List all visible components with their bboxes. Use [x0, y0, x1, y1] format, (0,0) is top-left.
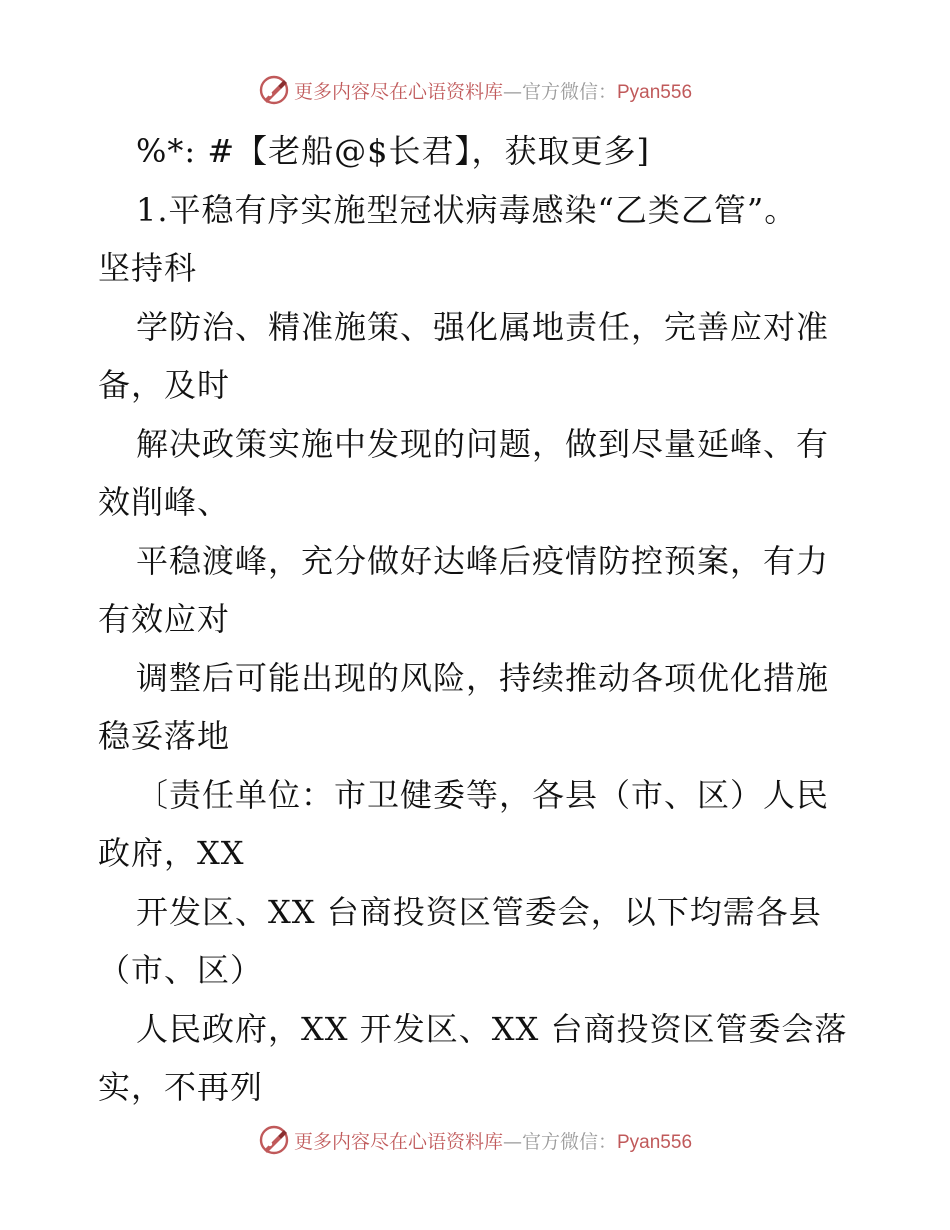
text-line: 〔责任单位：市卫健委等，各县（市、区）人民 [136, 775, 830, 814]
banner-wechat-id: Pyan556 [617, 1131, 693, 1153]
banner-wechat-label: 官方微信： [521, 80, 617, 103]
banner-wechat-id: Pyan556 [617, 81, 693, 103]
text-line: %*: #【老船@$长君】，获取更多] [136, 132, 651, 170]
header-banner [0, 70, 950, 110]
text-line: 平稳渡峰，充分做好达峰后疫情防控预案，有力 [136, 541, 830, 580]
text-line: 稳妥落地 [98, 717, 231, 755]
text-line: 开发区、XX 台商投资区管委会，以下均需各县 [136, 892, 822, 931]
text-line: （市、区） [98, 951, 264, 989]
footer-banner [0, 1120, 950, 1160]
text-line: 政府，XX [98, 834, 245, 872]
banner-separator: — [502, 80, 522, 103]
text-line: 效削峰、 [98, 483, 231, 521]
banner-main: 更多内容尽在心语资料库 [293, 1130, 503, 1153]
banner-wechat-label: 官方微信： [521, 1130, 617, 1153]
document-body [98, 122, 858, 1117]
text-line: 1.平稳有序实施型冠状病毒感染“乙类乙管”。 [136, 190, 798, 229]
text-line: 调整后可能出现的风险，持续推动各项优化措施 [136, 658, 830, 697]
text-line: 解决政策实施中发现的问题，做到尽量延峰、有 [136, 424, 830, 463]
text-line: 实，不再列 [98, 1068, 264, 1106]
header-banner-inner [258, 74, 692, 106]
footer-banner-inner [258, 1124, 692, 1156]
banner-text [294, 77, 692, 104]
banner-separator: — [502, 1130, 522, 1153]
text-line: 备，及时 [98, 366, 231, 404]
banner-text [294, 1127, 692, 1154]
banner-main: 更多内容尽在心语资料库 [293, 80, 503, 103]
text-line: 学防治、精准施策、强化属地责任，完善应对准 [136, 307, 830, 346]
pen-logo-icon [258, 74, 290, 106]
text-line: 坚持科 [98, 249, 198, 287]
pen-logo-icon [258, 1124, 290, 1156]
text-line: 有效应对 [98, 600, 231, 638]
text-line: 人民政府，XX 开发区、XX 台商投资区管委会落 [136, 1009, 848, 1048]
